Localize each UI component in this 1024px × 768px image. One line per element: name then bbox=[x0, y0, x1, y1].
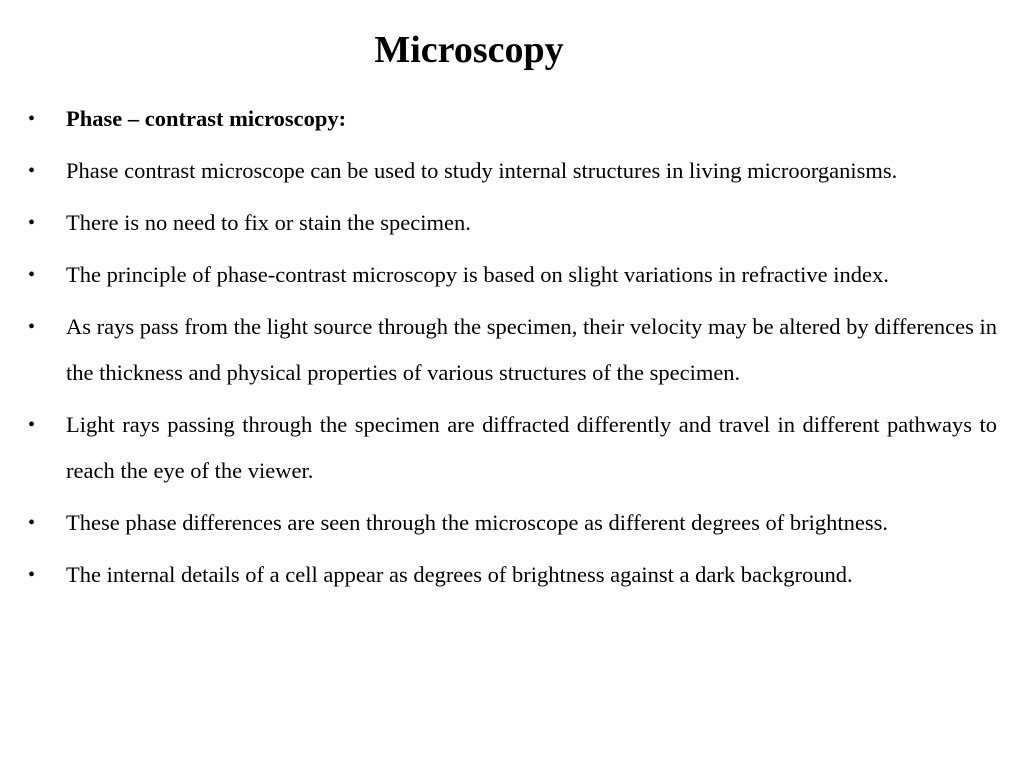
bullet-item bbox=[0, 148, 1024, 194]
bullet-list bbox=[0, 96, 1024, 604]
bullet-text: The principle of phase-contrast microscopy is based on slight variations in refractive index. bbox=[66, 262, 889, 287]
bullet-text: The internal details of a cell appear as degrees of brightness against a dark background. bbox=[66, 562, 853, 587]
bullet-icon: • bbox=[28, 414, 36, 436]
bullet-item bbox=[0, 552, 1024, 598]
slide-title: Microscopy bbox=[374, 29, 564, 71]
bullet-text: Phase – contrast microscopy: bbox=[66, 106, 347, 131]
bullet-text: There is no need to fix or stain the specimen. bbox=[66, 210, 471, 235]
bullet-icon: • bbox=[28, 512, 36, 534]
bullet-item bbox=[0, 200, 1024, 246]
bullet-item bbox=[0, 500, 1024, 546]
bullet-item bbox=[0, 304, 1024, 396]
bullet-icon: • bbox=[28, 160, 36, 182]
bullet-icon: • bbox=[28, 108, 36, 130]
bullet-icon: • bbox=[28, 212, 36, 234]
bullet-icon: • bbox=[28, 264, 36, 286]
bullet-item-heading bbox=[0, 96, 1024, 142]
bullet-text: As rays pass from the light source through the specimen, their velocity may be altered by differences in the thickness and physical properties of various structures of the specimen. bbox=[66, 314, 997, 385]
bullet-text: These phase differences are seen through the microscope as different degrees of brightness. bbox=[66, 510, 888, 535]
bullet-text: Light rays passing through the specimen are diffracted differently and travel in different pathways to reach the eye of the viewer. bbox=[66, 412, 997, 483]
bullet-item bbox=[0, 252, 1024, 298]
bullet-icon: • bbox=[28, 564, 36, 586]
bullet-icon: • bbox=[28, 316, 36, 338]
bullet-item bbox=[0, 402, 1024, 494]
bullet-text: Phase contrast microscope can be used to study internal structures in living microorganisms. bbox=[66, 158, 898, 183]
